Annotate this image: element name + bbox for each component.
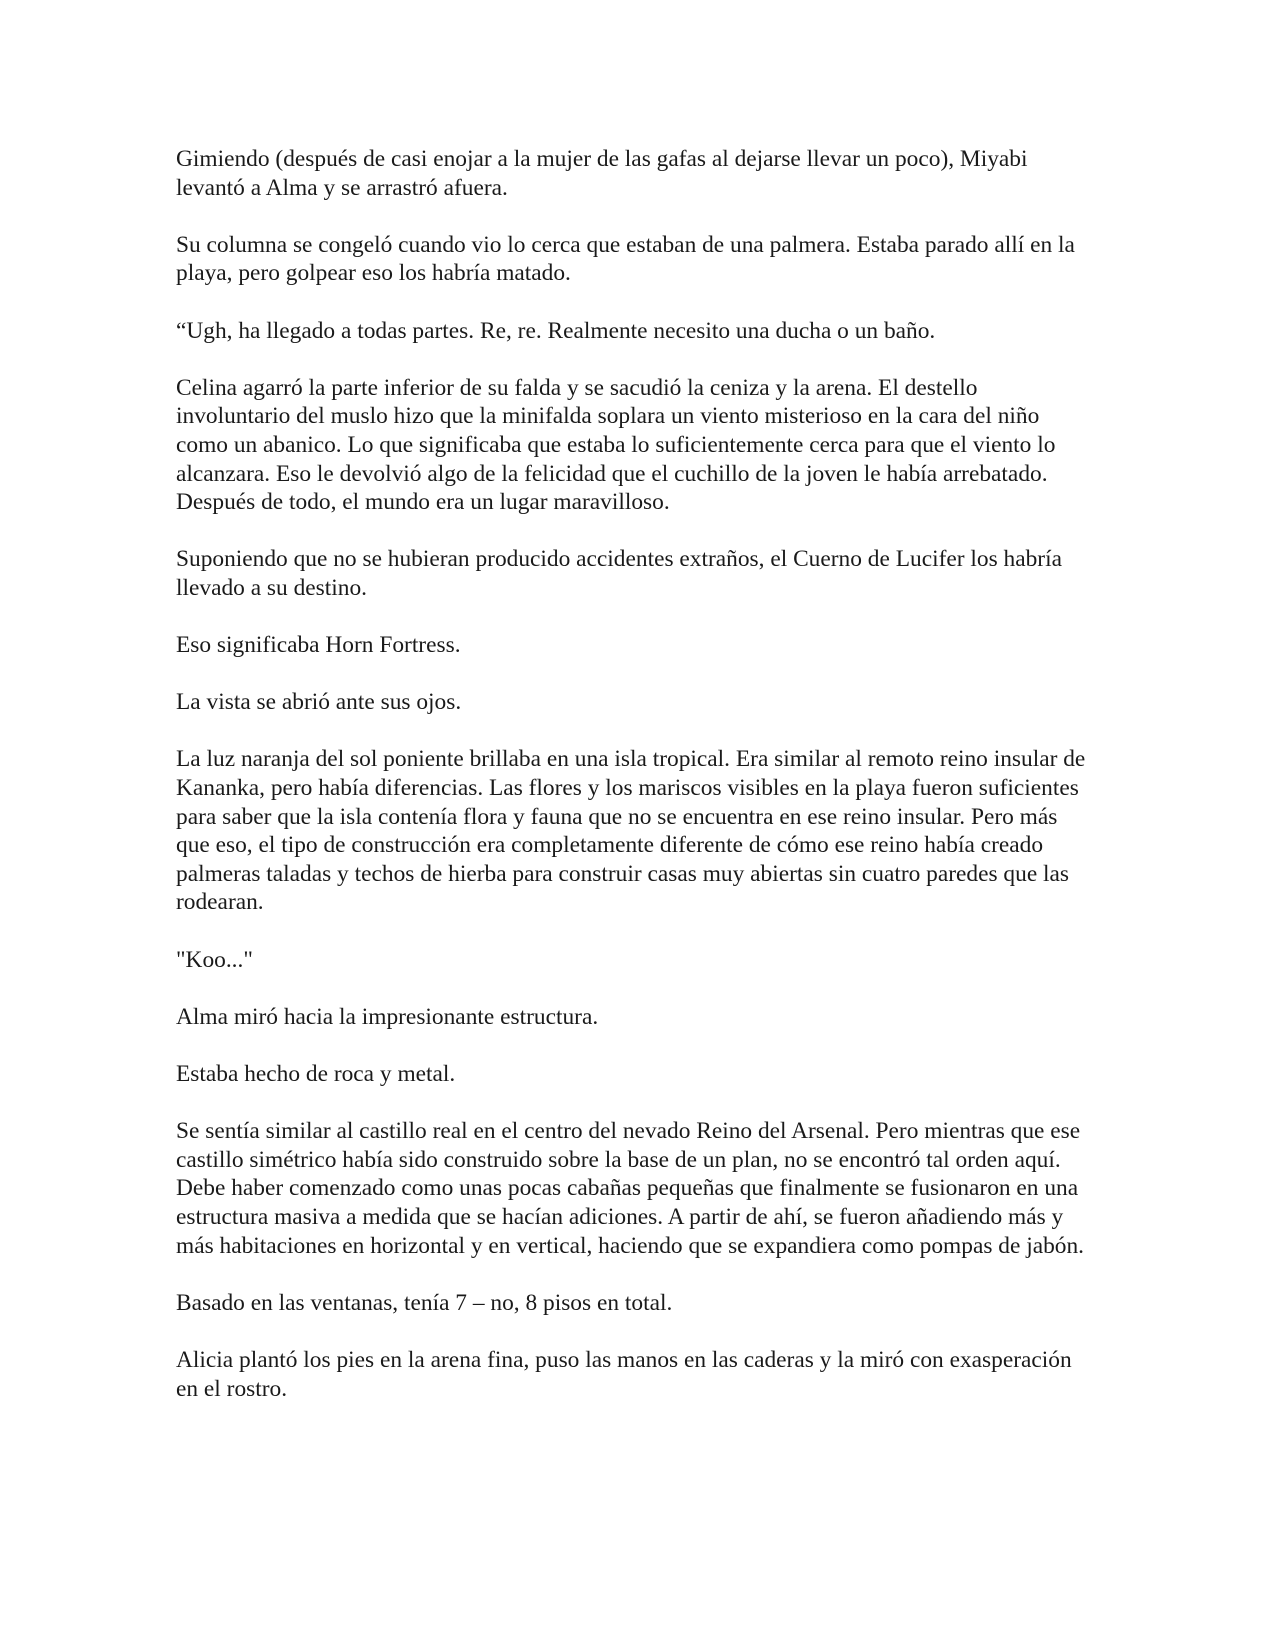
- paragraph: La vista se abrió ante sus ojos.: [176, 689, 462, 716]
- paragraph: “Ugh, ha llegado a todas partes. Re, re. Realmente necesito una ducha o un baño.: [176, 317, 936, 344]
- paragraph: Eso significaba Horn Fortress.: [176, 632, 461, 659]
- paragraph: Celina agarró la parte inferior de su falda y se sacudió la ceniza y la arena. El destello involuntario del muslo hizo que la minifalda soplara un viento misterioso en la cara del niño como un abanico. Lo que significaba que estaba lo suficientemente cerca para que el viento lo alcanzara. Eso le devolvió algo de la felicidad que el cuchillo de la joven le había arrebatado. Después de todo, el mundo era un lugar maravilloso.: [176, 374, 1056, 516]
- paragraph: "Koo...": [176, 946, 253, 973]
- paragraph: Estaba hecho de roca y metal.: [176, 1061, 456, 1087]
- paragraph: Gimiendo (después de casi enojar a la mujer de las gafas al dejarse llevar un poco), Miyabi levantó a Alma y se arrastró afuera.: [176, 146, 1028, 201]
- paragraph: Alicia plantó los pies en la arena fina, puso las manos en las caderas y la miró con exasperación en el rostro.: [176, 1346, 1072, 1402]
- paragraph: Alma miró hacia la impresionante estructura.: [176, 1003, 599, 1030]
- document-body: [176, 145, 1091, 1432]
- paragraph: Su columna se congeló cuando vio lo cerca que estaban de una palmera. Estaba parado allí en la playa, pero golpear eso los habría matado.: [176, 231, 1075, 287]
- paragraph: Basado en las ventanas, tenía 7 – no, 8 pisos en total.: [176, 1289, 673, 1316]
- paragraph: Suponiendo que no se hubieran producido accidentes extraños, el Cuerno de Lucifer los habría llevado a su destino.: [176, 546, 1062, 601]
- paragraph: Se sentía similar al castillo real en el centro del nevado Reino del Arsenal. Pero mientras que ese castillo simétrico había sido construido sobre la base de un plan, no se encontró tal orden aquí. Debe haber comenzado como unas pocas cabañas pequeñas que finalmente se fusionaron en una estructura masiva a medida que se hacían adiciones. A partir de ahí, se fueron añadiendo más y más habitaciones en horizontal y en vertical, haciendo que se expandiera como pompas de jabón.: [176, 1118, 1085, 1259]
- paragraph: La luz naranja del sol poniente brillaba en una isla tropical. Era similar al remoto reino insular de Kananka, pero había diferencias. Las flores y los mariscos visibles en la playa fueron suficientes para saber que la isla contenía flora y fauna que no se encuentra en ese reino insular. Pero más que eso, el tipo de construcción era completamente diferente de cómo ese reino había creado palmeras taladas y techos de hierba para construir casas muy abiertas sin cuatro paredes que las rodearan.: [176, 746, 1086, 916]
